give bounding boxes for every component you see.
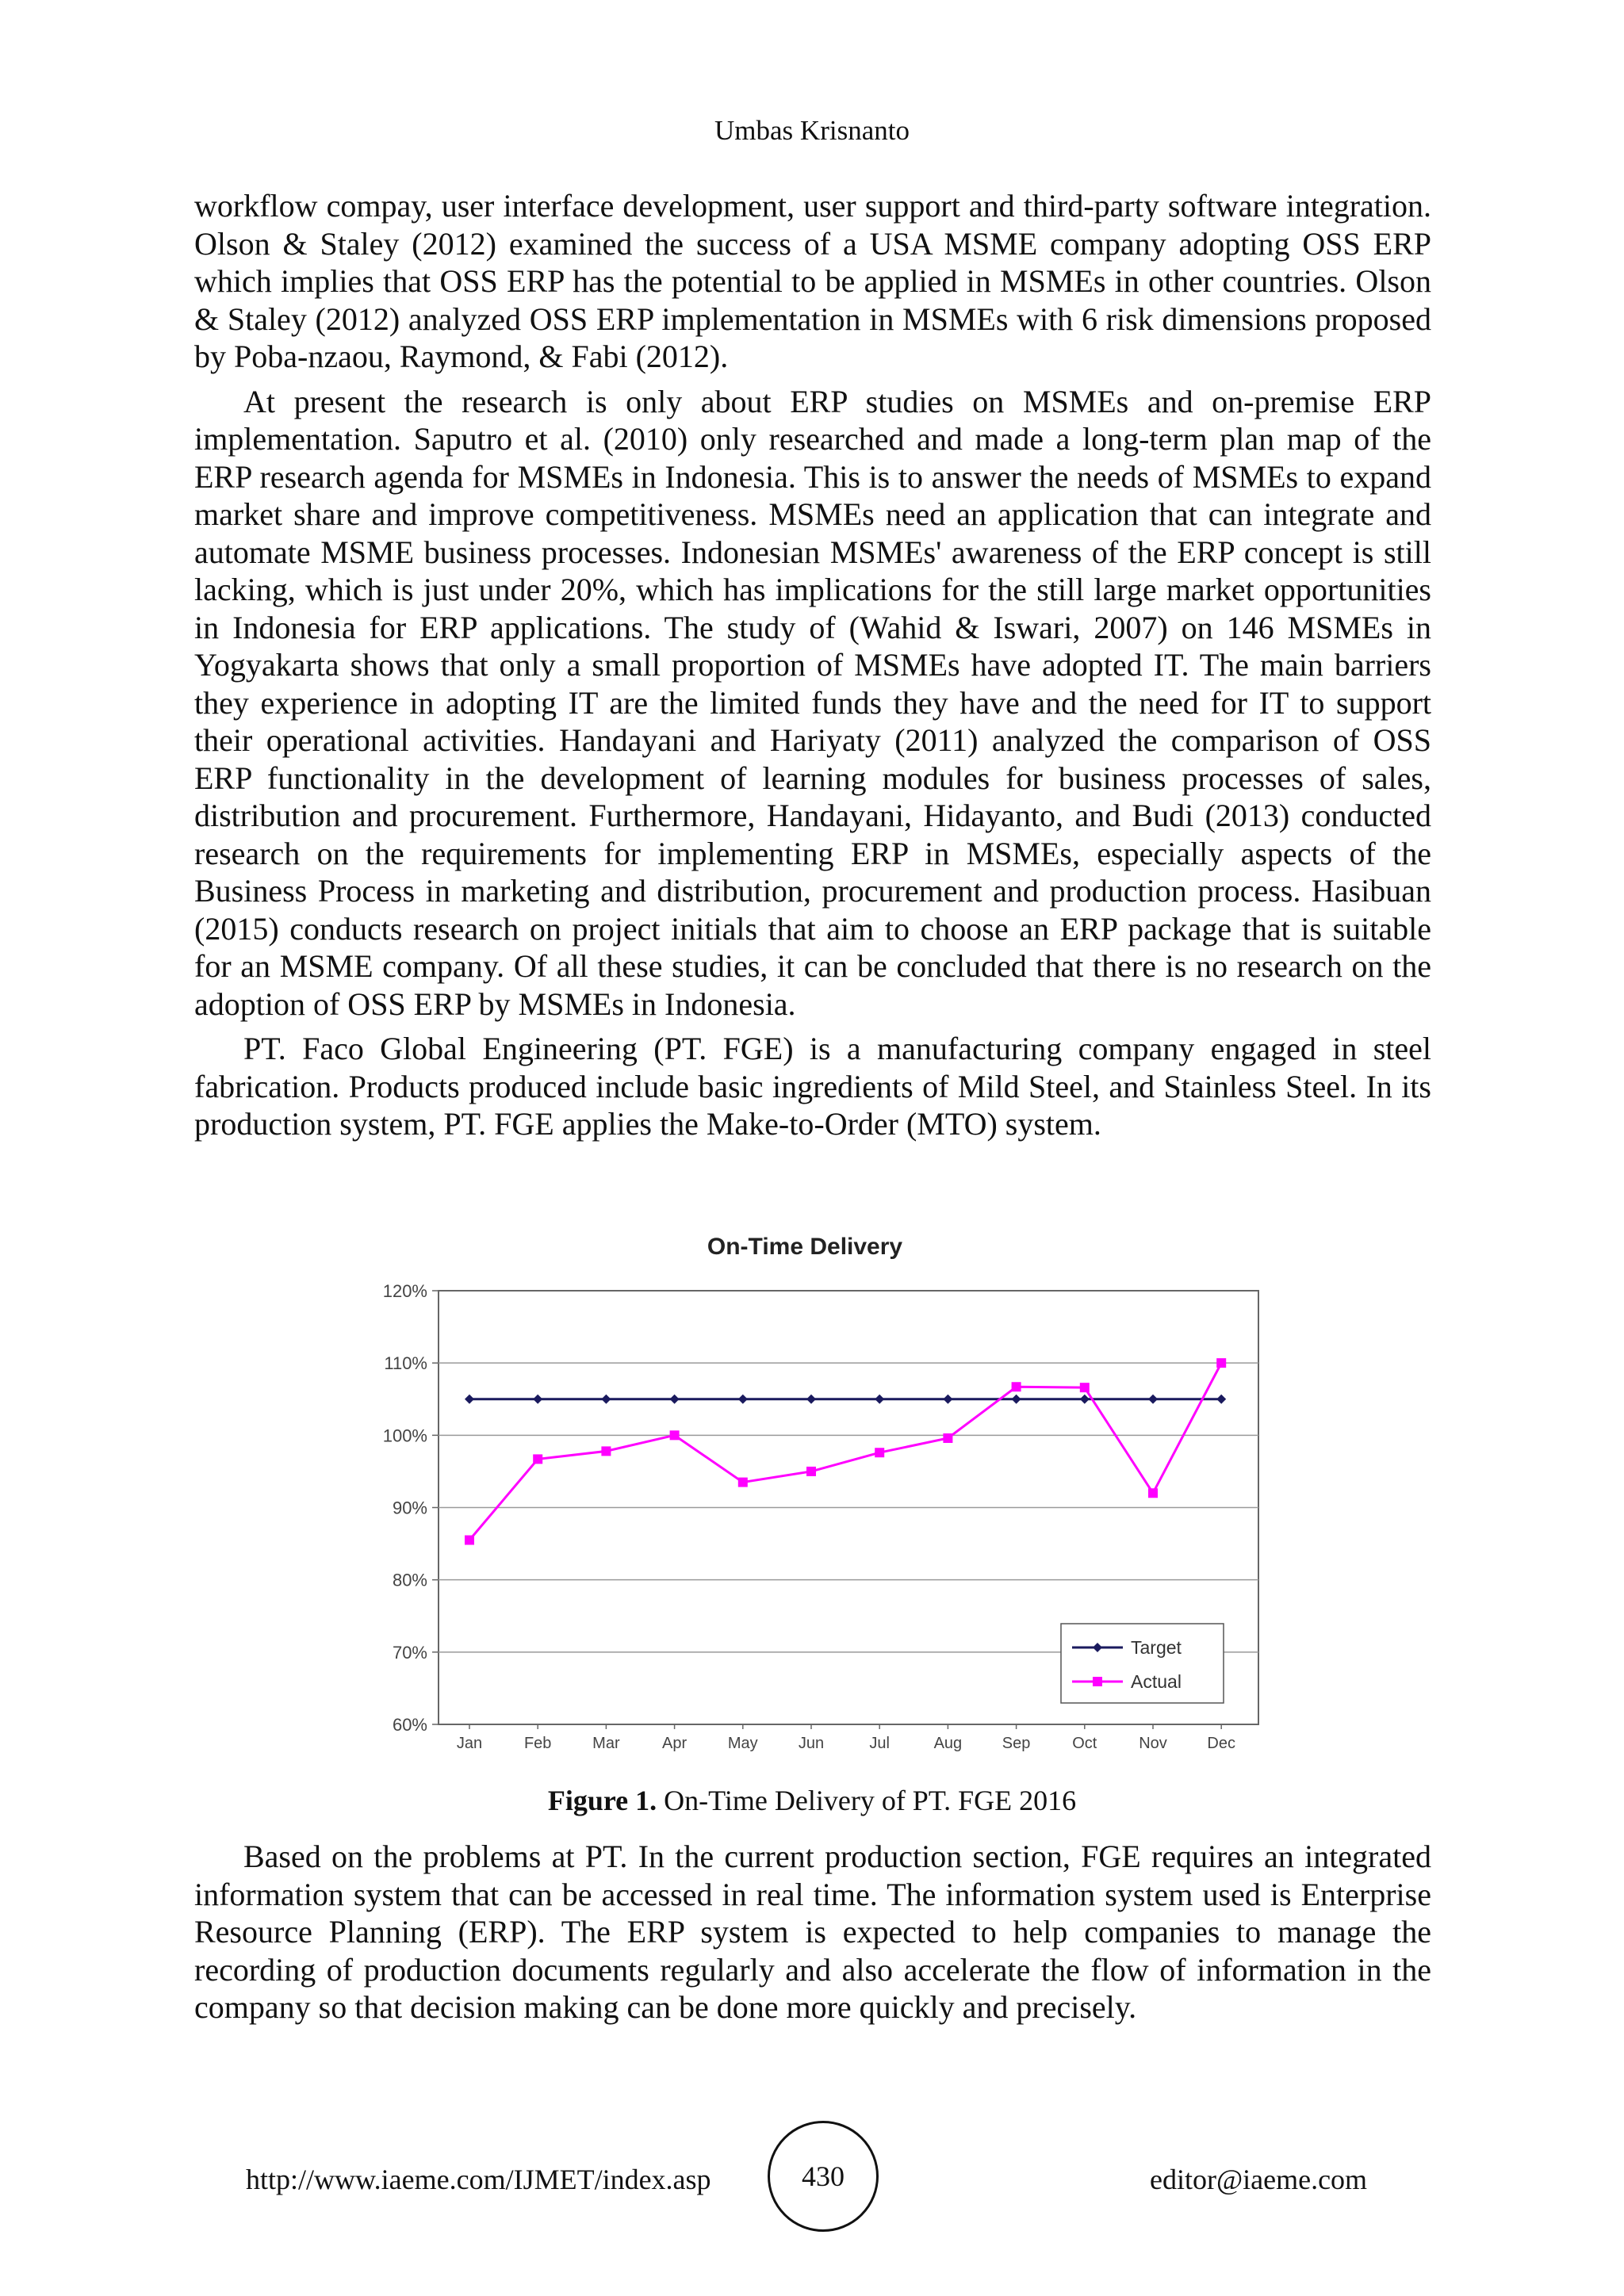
figure-caption-label: Figure 1. <box>547 1785 657 1816</box>
y-tick-label: 80% <box>392 1570 427 1590</box>
x-tick-label: Dec <box>1207 1735 1235 1752</box>
data-point-actual <box>465 1536 474 1545</box>
x-tick-label: Jan <box>456 1735 483 1752</box>
y-tick-label: 70% <box>392 1642 427 1663</box>
paragraph: workflow compay, user interface development, user support and third-party software integration. Olson & Staley (2012) examined the success of a USA MSME company adopting OSS ERP which implies that OSS ERP has the potential to be applied in MSMEs in other countries. Olson & Staley (2012) analyzed OSS ERP implementation in MSMEs with 6 risk dimensions proposed by Poba-nzaou, Raymond, & Fabi (2012). <box>194 188 1431 374</box>
data-point-actual <box>1012 1382 1021 1391</box>
x-tick-label: Aug <box>933 1735 963 1752</box>
data-point-actual <box>1216 1358 1226 1368</box>
data-point-actual <box>670 1430 680 1440</box>
y-tick-label: 100% <box>382 1425 427 1446</box>
page-number: 430 <box>768 2121 879 2232</box>
legend-label-target: Target <box>1131 1637 1182 1658</box>
x-tick-label: Feb <box>523 1735 552 1752</box>
footer-email-link[interactable]: editor@iaeme.com <box>1150 2164 1368 2195</box>
data-point-actual <box>601 1446 611 1456</box>
x-tick-label: Jul <box>869 1735 890 1752</box>
y-tick-label: 90% <box>392 1498 427 1518</box>
data-point-actual <box>875 1448 884 1457</box>
paragraph: At present the research is only about ERP studies on MSMEs and on-premise ERP implementation. Saputro et al. (2010) only researched and made a long-term plan map of the ERP research agenda for MSMEs in Indonesia. This is to answer the needs of MSMEs to expand market share and improve competitiveness. MSMEs need an application that can integrate and automate MSME business processes. Indonesian MSMEs' awareness of the ERP concept is still lacking, which is just under 20%, which has implications for the still large market opportunities in Indonesia for ERP applications. The study of (Wahid & Iswari, 2007) on 146 MSMEs in Yogyakarta shows that only a small proportion of MSMEs have adopted IT. The main barriers they experience in adopting IT are the limited funds they have and the need for IT to support their operational activities. Handayani and Hariyaty (2011) analyzed the comparison of OSS ERP functionality in the development of learning modules for business processes of sales, distribution and procurement. Furthermore, Handayani, Hidayanto, and Budi (2013) conducted research on the requirements for implementing ERP in MSMEs, especially aspects of the Business Process in marketing and distribution, procurement and production process. Hasibuan (2015) conducts research on project initials that aim to choose an ERP package that is suitable for an MSME company. Of all these studies, it can be concluded that there is no research on the adoption of OSS ERP by MSMEs in Indonesia. <box>194 383 1431 1022</box>
on-time-delivery-chart <box>349 1223 1277 1770</box>
legend-marker-actual <box>1093 1677 1102 1686</box>
y-tick-label: 120% <box>382 1281 427 1301</box>
footer-url-link[interactable]: http://www.iaeme.com/IJMET/index.asp <box>246 2164 711 2195</box>
data-point-actual <box>1080 1383 1090 1392</box>
data-point-actual <box>806 1467 816 1476</box>
data-point-actual <box>943 1433 952 1443</box>
figure-caption <box>0 1784 1624 1817</box>
x-tick-label: Apr <box>662 1735 688 1752</box>
data-point-actual <box>533 1454 542 1464</box>
y-tick-label: 60% <box>392 1715 427 1735</box>
body-text-top <box>194 187 1431 1150</box>
figure-caption-text: On-Time Delivery of PT. FGE 2016 <box>657 1785 1077 1816</box>
running-header-author: Umbas Krisnanto <box>714 115 910 146</box>
data-point-actual <box>1148 1488 1158 1498</box>
paragraph: Based on the problems at PT. In the current production section, FGE requires an integrated information system that can be accessed in real time. The information system used is Enterprise Resource Planning (ERP). The ERP system is expected to help companies to manage the recording of production documents regularly and also accelerate the flow of information in the company so that decision making can be done more quickly and precisely. <box>194 1839 1431 2025</box>
y-tick-label: 110% <box>384 1353 427 1374</box>
data-point-actual <box>738 1478 748 1487</box>
body-text-bottom <box>194 1838 1431 2034</box>
x-tick-label: Sep <box>1002 1735 1031 1752</box>
legend-label-actual: Actual <box>1131 1671 1182 1692</box>
x-tick-label: Oct <box>1072 1735 1097 1752</box>
x-tick-label: Mar <box>592 1735 620 1752</box>
x-tick-label: Nov <box>1139 1735 1167 1752</box>
x-tick-label: Jun <box>798 1735 825 1752</box>
paragraph: PT. Faco Global Engineering (PT. FGE) is a manufacturing company engaged in steel fabrication. Products produced include basic ingredients of Mild Steel, and Stainless Steel. In its production system, PT. FGE applies the Make-to-Order (MTO) system. <box>194 1031 1431 1142</box>
figure-on-time-delivery <box>349 1223 1277 1770</box>
x-tick-label: May <box>727 1735 758 1752</box>
chart-title: On-Time Delivery <box>707 1234 903 1260</box>
